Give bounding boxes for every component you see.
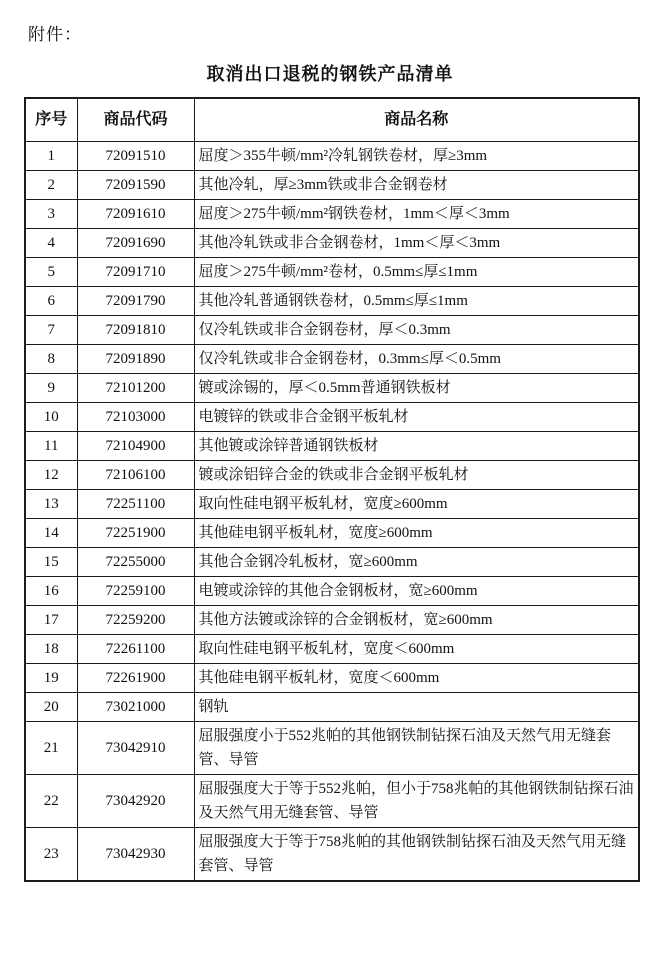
- cell-serial-number: 7: [25, 316, 77, 345]
- cell-product-code: 72261100: [77, 635, 194, 664]
- cell-product-name: 屈服强度大于等于552兆帕，但小于758兆帕的其他钢铁制钻探石油及天然气用无缝套管、导管: [194, 775, 639, 828]
- cell-product-name: 屈度＞275牛顿/mm²钢铁卷材，1mm＜厚＜3mm: [194, 200, 639, 229]
- cell-product-code: 72091810: [77, 316, 194, 345]
- table-row: [25, 664, 639, 693]
- cell-serial-number: 9: [25, 374, 77, 403]
- cell-serial-number: 12: [25, 461, 77, 490]
- cell-product-code: 72259200: [77, 606, 194, 635]
- table-row: [25, 519, 639, 548]
- table-row: [25, 577, 639, 606]
- table-row: [25, 258, 639, 287]
- cell-product-code: 73021000: [77, 693, 194, 722]
- cell-serial-number: 2: [25, 171, 77, 200]
- header-product-name: 商品名称: [194, 98, 639, 142]
- cell-product-name: 其他冷轧铁或非合金钢卷材，1mm＜厚＜3mm: [194, 229, 639, 258]
- table-row: [25, 287, 639, 316]
- table-row: [25, 828, 639, 882]
- cell-product-code: 72091710: [77, 258, 194, 287]
- header-serial-number: 序号: [25, 98, 77, 142]
- cell-product-code: 72091590: [77, 171, 194, 200]
- cell-product-name: 其他冷轧，厚≥3mm铁或非合金钢卷材: [194, 171, 639, 200]
- table-row: [25, 432, 639, 461]
- header-row: [25, 98, 639, 142]
- cell-product-code: 72259100: [77, 577, 194, 606]
- cell-product-code: 72251100: [77, 490, 194, 519]
- table-body: [25, 142, 639, 882]
- cell-product-code: 72104900: [77, 432, 194, 461]
- table-row: [25, 693, 639, 722]
- cell-serial-number: 6: [25, 287, 77, 316]
- cell-product-code: 72091610: [77, 200, 194, 229]
- cell-product-code: 72091510: [77, 142, 194, 171]
- product-table: [24, 97, 640, 882]
- cell-product-code: 72091790: [77, 287, 194, 316]
- cell-product-name: 屈服强度小于552兆帕的其他钢铁制钻探石油及天然气用无缝套管、导管: [194, 722, 639, 775]
- cell-product-name: 其他硅电钢平板轧材，宽度≥600mm: [194, 519, 639, 548]
- cell-serial-number: 14: [25, 519, 77, 548]
- cell-product-name: 取向性硅电钢平板轧材，宽度＜600mm: [194, 635, 639, 664]
- cell-serial-number: 3: [25, 200, 77, 229]
- table-header: [25, 98, 639, 142]
- cell-product-name: 屈度＞355牛顿/mm²冷轧钢铁卷材，厚≥3mm: [194, 142, 639, 171]
- cell-product-code: 72255000: [77, 548, 194, 577]
- table-row: [25, 229, 639, 258]
- page-title: 取消出口退税的钢铁产品清单: [206, 64, 454, 84]
- cell-serial-number: 1: [25, 142, 77, 171]
- cell-serial-number: 11: [25, 432, 77, 461]
- cell-product-code: 72101200: [77, 374, 194, 403]
- cell-product-name: 镀或涂铝锌合金的铁或非合金钢平板轧材: [194, 461, 639, 490]
- cell-product-name: 其他合金钢冷轧板材，宽≥600mm: [194, 548, 639, 577]
- table-row: [25, 635, 639, 664]
- cell-product-code: 72261900: [77, 664, 194, 693]
- cell-product-code: 73042930: [77, 828, 194, 882]
- cell-product-name: 其他冷轧普通钢铁卷材，0.5mm≤厚≤1mm: [194, 287, 639, 316]
- table-row: [25, 461, 639, 490]
- table-row: [25, 722, 639, 775]
- cell-product-name: 镀或涂锡的，厚＜0.5mm普通钢铁板材: [194, 374, 639, 403]
- table-row: [25, 171, 639, 200]
- cell-product-name: 电镀或涂锌的其他合金钢板材，宽≥600mm: [194, 577, 639, 606]
- cell-serial-number: 16: [25, 577, 77, 606]
- cell-product-code: 73042910: [77, 722, 194, 775]
- cell-serial-number: 20: [25, 693, 77, 722]
- cell-product-name: 其他硅电钢平板轧材，宽度＜600mm: [194, 664, 639, 693]
- table-row: [25, 548, 639, 577]
- cell-product-name: 其他方法镀或涂锌的合金钢板材，宽≥600mm: [194, 606, 639, 635]
- cell-product-name: 取向性硅电钢平板轧材，宽度≥600mm: [194, 490, 639, 519]
- cell-product-code: 72091690: [77, 229, 194, 258]
- cell-product-name: 仅冷轧铁或非合金钢卷材，厚＜0.3mm: [194, 316, 639, 345]
- table-row: [25, 606, 639, 635]
- cell-serial-number: 18: [25, 635, 77, 664]
- table-row: [25, 142, 639, 171]
- cell-serial-number: 13: [25, 490, 77, 519]
- cell-product-name: 仅冷轧铁或非合金钢卷材，0.3mm≤厚＜0.5mm: [194, 345, 639, 374]
- table-row: [25, 490, 639, 519]
- table-row: [25, 316, 639, 345]
- table-row: [25, 200, 639, 229]
- cell-serial-number: 21: [25, 722, 77, 775]
- cell-product-code: 72103000: [77, 403, 194, 432]
- cell-product-name: 其他镀或涂锌普通钢铁板材: [194, 432, 639, 461]
- header-product-code: 商品代码: [77, 98, 194, 142]
- table-row: [25, 403, 639, 432]
- cell-product-code: 72091890: [77, 345, 194, 374]
- cell-product-code: 73042920: [77, 775, 194, 828]
- table-row: [25, 345, 639, 374]
- cell-serial-number: 15: [25, 548, 77, 577]
- cell-serial-number: 22: [25, 775, 77, 828]
- cell-product-code: 72106100: [77, 461, 194, 490]
- cell-product-name: 屈服强度大于等于758兆帕的其他钢铁制钻探石油及天然气用无缝套管、导管: [194, 828, 639, 882]
- table-row: [25, 775, 639, 828]
- cell-serial-number: 5: [25, 258, 77, 287]
- cell-serial-number: 8: [25, 345, 77, 374]
- table-row: [25, 374, 639, 403]
- cell-serial-number: 23: [25, 828, 77, 882]
- cell-serial-number: 17: [25, 606, 77, 635]
- cell-product-code: 72251900: [77, 519, 194, 548]
- cell-product-name: 电镀锌的铁或非合金钢平板轧材: [194, 403, 639, 432]
- attachment-label: 附件：: [28, 25, 82, 44]
- cell-serial-number: 19: [25, 664, 77, 693]
- cell-serial-number: 10: [25, 403, 77, 432]
- cell-product-name: 钢轨: [194, 693, 639, 722]
- cell-product-name: 屈度＞275牛顿/mm²卷材，0.5mm≤厚≤1mm: [194, 258, 639, 287]
- cell-serial-number: 4: [25, 229, 77, 258]
